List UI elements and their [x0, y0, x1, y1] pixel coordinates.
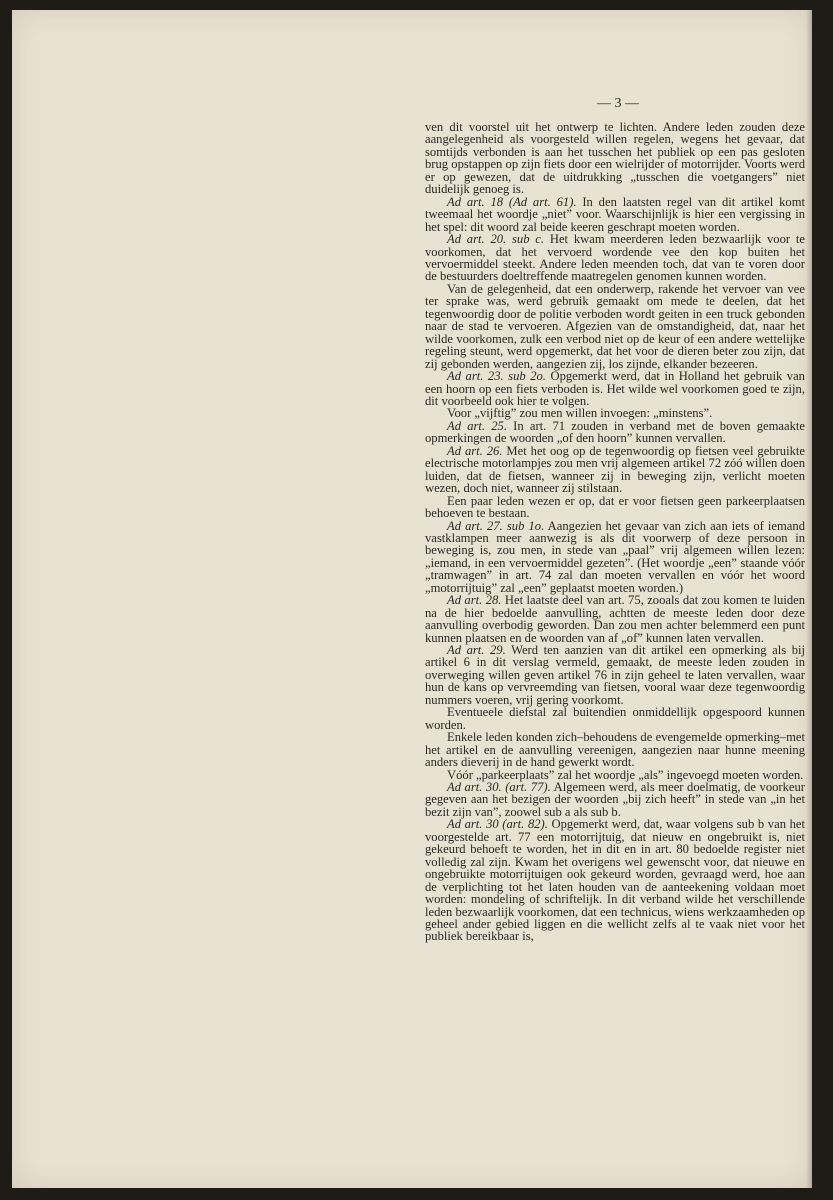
paragraph-8 — [425, 445, 805, 495]
article-reference: Ad art. 18 (Ad art. 61). — [447, 194, 577, 209]
paragraph-16 — [425, 781, 805, 818]
paragraph-1 — [425, 121, 805, 196]
paragraph-text: Een paar leden wezen er op, dat er voor fietsen geen parkeerplaatsen behoeven te bestaan. — [425, 493, 805, 521]
paragraph-text: Het laatste deel van art. 75, zooals dat zou komen te luiden na de hier bedoelde aanvulling, achtten de meeste leden door deze aanvulling overbodig geworden. Dan zou men achter belemmerd een punt kunnen plaatsen en de woorden van af „of” kunnen laten vervallen. — [425, 593, 805, 645]
paragraph-text: Met het oog op de tegenwoordig op fietsen veel gebruikte electrische motorlampjes zou men vrij algemeen artikel 72 zóó willen doen luiden, dat de fietsen, wanneer zij in beweging zijn, verlicht moeten wezen, doch niet, wanneer zij stilstaan. — [425, 443, 805, 496]
text-column — [425, 121, 805, 943]
article-reference: Ad art. 23. sub 2o. — [447, 369, 546, 384]
paragraph-9 — [425, 495, 805, 520]
paragraph-14 — [425, 731, 805, 768]
paragraph-text: Werd ten aanzien van dit artikel een opmerking als bij artikel 6 in dit verslag vermeld, gemaakt, de meeste leden zouden in overweging willen geven artikel 76 in zijn geheel te laten vervallen, waar hun de kans op vervreemding van fietsen, vooral waar deze tegenwoordig nummers voeren, vrij gering voorkomt. — [425, 643, 805, 707]
paragraph-text: Aangezien het gevaar van zich aan iets of iemand vastklampen meer aanwezig is als dit voorwerp of deze persoon in beweging is, zou men, in stede van „paal” vrij algemeen willen lezen: „iemand, in een vervoermiddel gezeten”. (Het woordje „een” staande vóór „tramwagen” in art. 74 zal dan moeten vervallen en vóór het woord „motorrijtuig” zal „een” geplaatst moeten worden.) — [425, 518, 805, 595]
article-reference: Ad art. 26. — [447, 443, 503, 458]
paragraph-text: Het kwam meerderen leden bezwaarlijk voor te voorkomen, dat het vervoerd wordende vee den kop buiten het vervoermiddel steekt. Andere leden meenden toch, dat van te voren door de bestuurders doeltreffende maatregelen genomen kunnen worden. — [425, 232, 805, 284]
page-number: — 3 — — [597, 96, 639, 111]
paragraph-text: Enkele leden konden zich–behoudens de evengemelde opmerking–met het artikel en de aanvulling vereenigen, aangezien naar hunne meening anders dieverij in de hand gewerkt wordt. — [425, 730, 805, 770]
paragraph-17 — [425, 818, 805, 943]
paragraph-4 — [425, 283, 805, 370]
paragraph-2 — [425, 196, 805, 233]
paragraph-3 — [425, 233, 805, 283]
document-page — [12, 10, 812, 1188]
paragraph-text: Algemeen werd, als meer doelmatig, de voorkeur gegeven aan het bezigen der woorden „bij zich heeft” in stede van „in het bezit zijn van”, zoowel sub a als sub b. — [425, 780, 805, 819]
paragraph-10 — [425, 520, 805, 595]
paragraph-text: In den laatsten regel van dit artikel komt tweemaal het woordje „niet” voor. Waarschijnlijk is hier een vergissing in het spel: dit woord zal beide keeren geschrapt moeten worden. — [425, 194, 805, 234]
article-reference: Ad art. 25. — [447, 418, 507, 433]
paragraph-13 — [425, 706, 805, 731]
article-reference: Ad art. 30. (art. 77). — [447, 780, 551, 795]
article-reference: Ad art. 20. sub c. — [447, 232, 545, 247]
paragraph-text: Opgemerkt werd, dat in Holland het gebruik van een hoorn op een fiets verboden is. Het wilde wel voorkomen goed te zijn, dit voorbeeld ook hier te volgen. — [425, 369, 805, 408]
page-edge-shadow — [806, 10, 812, 1188]
article-reference: Ad art. 27. sub 1o. — [447, 518, 545, 533]
article-reference: Ad art. 29. — [447, 643, 506, 658]
article-reference: Ad art. 28. — [447, 593, 502, 608]
paragraph-text: In art. 71 zouden in verband met de boven gemaakte opmerkingen de woorden „of den hoorn” kunnen vervallen. — [425, 418, 805, 446]
paragraph-text: Eventueele diefstal zal buitendien onmiddellijk opgespoord kunnen worden. — [425, 705, 805, 732]
paragraph-12 — [425, 644, 805, 706]
paragraph-7 — [425, 420, 805, 445]
article-reference: Ad art. 30 (art. 82). — [447, 817, 548, 832]
paragraph-11 — [425, 594, 805, 644]
paragraph-text: Vóór „parkeerplaats” zal het woordje „als” ingevoegd moeten worden. — [447, 767, 804, 782]
paragraph-text: Voor „vijftig” zou men willen invoegen: „minstens”. — [447, 406, 713, 421]
paragraph-text: Van de gelegenheid, dat een onderwerp, rakende het vervoer van vee ter sprake was, werd gebruik gemaakt om mede te deelen, dat het tegenwoordig door de politie verboden wordt geiten in een truck gebonden naar de stad te vervoeren. Afgezien van de omstandigheid, dat, naar het wilde voorkomen, zulk een verbod niet op de keur of een andere wettelijke regeling steunt, werd opgemerkt, dat het voor de dieren beter zou zijn, dat zij gebonden werden, aangezien zij, los zijnde, elkander bezeeren. — [425, 281, 805, 371]
paragraph-text: Opgemerkt werd, dat, waar volgens sub b van het voorgestelde art. 77 een motorrijtuig, dat nieuw en ongebruikt is, niet gekeurd behoeft te worden, het in dit en in art. 80 bedoelde register niet volledig zal zijn. Kwam het overigens wel gewenscht voor, dat nieuwe en ongebruikte motorrijtuigen ook gekeurd worden, gevraagd werd, hoe aan de verplichting tot het laten houden van de aanteekening voldaan moet worden: mondeling of schriftelijk. In dit verband wilde het verschillende leden bezwaarlijk voorkomen, dat een technicus, wiens werkzaamheden op geheel ander gebied liggen en die wellicht zelfs al te vaak niet voor het publiek bereikbaar is, — [425, 817, 805, 944]
paragraph-5 — [425, 370, 805, 407]
paragraph-text: ven dit voorstel uit het ontwerp te lichten. Andere leden zouden deze aangelegenheid als voorgesteld willen regelen, wegens het gevaar, dat somtijds verbonden is aan het tusschen het publiek op een pas gesloten brug opstappen op zijn fiets door een wielrijder of motorrijder. Voorts werd er op gewezen, dat de uitdrukking „tusschen die voetgangers” niet duidelijk genoeg is. — [425, 120, 805, 197]
